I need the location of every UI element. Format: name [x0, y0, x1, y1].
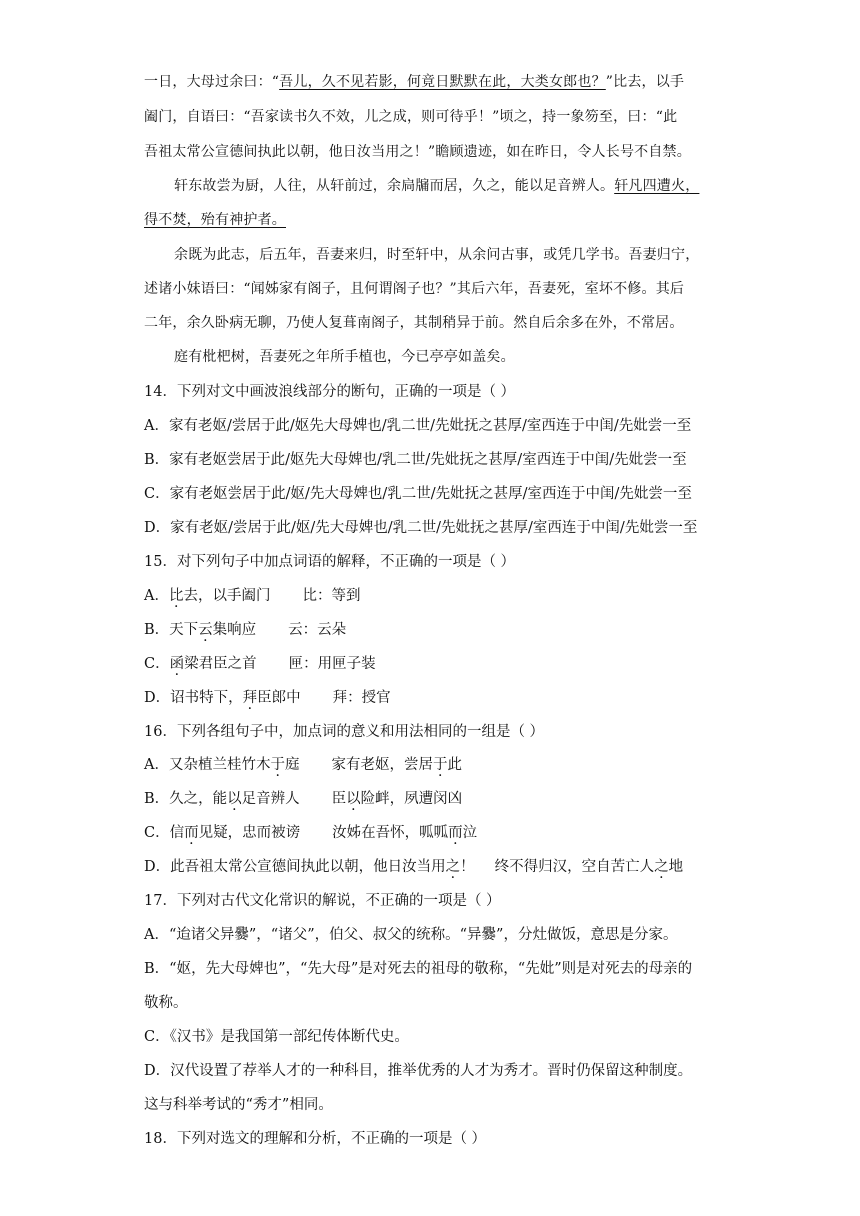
passage-line [144, 210, 286, 230]
passage-line: 阖门，自语曰：“吾家读书久不效，儿之成，则可待乎！”顷之，持一象笏至，曰：“此 [144, 109, 678, 125]
q15-option-d[interactable] [144, 688, 391, 708]
option-text: 险衅，夙遭闵凶 [360, 791, 463, 807]
q17-option-b-continued: 敬称。 [144, 995, 188, 1011]
q15-option-a[interactable] [144, 586, 360, 606]
passage-line: 庭有枇杷树，吾妻死之年所手植也，今已亭亭如盖矣。 [174, 349, 515, 365]
question-17-stem: 17．下列对古代文化常识的解说，不正确的一项是（ ） [144, 893, 501, 909]
option-explanation: 拜：授官 [332, 690, 391, 706]
passage-line: 二年，余久卧病无聊，乃使人复葺南阁子，其制稍异于前。然自后余多在外，不常居。 [144, 315, 684, 331]
passage-text: ”比去，以手 [605, 74, 685, 90]
underlined-sentence: 得不焚，殆有神护者。 [144, 212, 286, 228]
option-explanation: 云：云朵 [288, 622, 347, 638]
q14-option-b[interactable]: B．家有老妪尝居于此/妪先大母婢也/乳二世/先妣抚之甚厚/室西连于中闺/先妣尝一至 [144, 452, 687, 468]
underlined-sentence: 吾儿，久不见若影，何竟日默默在此，大类女郎也？ [279, 74, 606, 90]
dotted-word: 之 [445, 859, 461, 875]
q16-option-b[interactable] [144, 789, 462, 809]
question-15-stem: 15．对下列句子中加点词语的解释，不正确的一项是（ ） [144, 554, 516, 570]
passage-line [144, 72, 684, 92]
option-text: C． [144, 656, 170, 672]
option-text: B．久之，能 [144, 791, 228, 807]
option-text: 臣 [331, 791, 347, 807]
q14-option-d[interactable]: D．家有老妪/尝居于此/妪/先大母婢也/乳二世/先妣抚之甚厚/室西连于中闺/先妣尝一至 [144, 520, 698, 536]
dotted-word: 以 [346, 791, 361, 807]
question-14-stem: 14．下列对文中画波浪线部分的断句，正确的一项是（ ） [144, 384, 516, 400]
q16-option-a[interactable] [144, 755, 462, 775]
dotted-word: 以 [227, 791, 242, 807]
option-text: 地 [668, 859, 684, 875]
dotted-word: 比 [168, 588, 184, 604]
q17-option-b[interactable]: B．“妪，先大母婢也”，“先大母”是对死去的祖母的敬称，“先妣”则是对死去的母亲的 [144, 961, 693, 977]
underlined-sentence: 轩凡四遭火， [614, 178, 700, 194]
option-text: 终不得归汉，空自苦亡人 [494, 859, 655, 875]
option-explanation: 比：等到 [302, 588, 361, 604]
question-18-stem: 18．下列对选文的理解和分析，不正确的一项是（ ） [144, 1131, 487, 1147]
q17-option-c[interactable]: C．《汉书》是我国第一部纪传体断代史。 [144, 1029, 409, 1045]
option-text: 此 [447, 757, 462, 773]
option-text: D．诏书特下， [144, 690, 243, 706]
option-text: B．天下 [144, 622, 199, 638]
q17-option-d[interactable]: D．汉代设置了荐举人才的一种科目，推举优秀的人才为秀才。晋时仍保留这种制度。 [144, 1063, 693, 1079]
option-text: 庭 [284, 757, 300, 773]
dotted-word: 之 [654, 859, 669, 875]
option-text: 泣 [462, 825, 478, 841]
option-text: 见疑，忠而被谤 [198, 825, 301, 841]
option-text: A．又杂植兰桂竹木 [144, 757, 271, 773]
question-16-stem: 16．下列各组句子中，加点词的意义和用法相同的一组是（ ） [144, 724, 545, 740]
passage-text: 一日，大母过余曰：“ [144, 74, 280, 90]
q14-option-a[interactable]: A．家有老妪/尝居于此/妪先大母婢也/乳二世/先妣抚之甚厚/室西连于中闺/先妣尝一至 [144, 418, 692, 434]
option-text: D．此吾祖太常公宣德间执此以朝，他日汝当用 [144, 859, 446, 875]
dotted-word: 拜 [242, 690, 258, 706]
option-text: 去，以手阖门 [183, 588, 271, 604]
option-text: 足音辨人 [241, 791, 300, 807]
option-explanation: 匣：用匣子装 [288, 656, 376, 672]
option-text: 集响应 [212, 622, 257, 638]
option-text: 臣郎中 [257, 690, 301, 706]
dotted-word: 而 [184, 825, 199, 841]
dotted-word: 函 [169, 656, 185, 672]
dotted-word: 于 [432, 757, 448, 773]
option-text: C．信 [144, 825, 185, 841]
q17-option-a[interactable]: A．“迨诸父异爨”，“诸父”，伯父、叔父的统称。“异爨”，分灶做饭，意思是分家。 [144, 927, 678, 943]
passage-line: 述诸小妹语曰：“闻姊家有阁子，且何谓阁子也？”其后六年，吾妻死，室坏不修。其后 [144, 281, 685, 297]
q16-option-c[interactable] [144, 823, 477, 843]
q15-option-b[interactable] [144, 620, 346, 640]
q15-option-c[interactable] [144, 654, 376, 674]
option-text: 梁君臣之首 [184, 656, 257, 672]
option-text: 家有老妪，尝居 [331, 757, 433, 773]
dotted-word: 云 [198, 622, 213, 638]
passage-line [174, 176, 699, 196]
q17-option-d-continued: 这与科举考试的“秀才”相同。 [144, 1097, 333, 1113]
passage-text: 轩东故尝为厨，人往，从轩前过，余扃牖而居，久之，能以足音辨人。 [174, 178, 615, 194]
dotted-word: 而 [448, 825, 463, 841]
passage-line: 余既为此志，后五年，吾妻来归，时至轩中，从余问古事，或凭几学书。吾妻归宁， [174, 247, 700, 263]
option-text: 汝姊在吾怀，呱呱 [332, 825, 449, 841]
q16-option-d[interactable] [144, 857, 683, 877]
q14-option-c[interactable]: C．家有老妪尝居于此/妪/先大母婢也/乳二世/先妣抚之甚厚/室西连于中闺/先妣尝一至 [144, 486, 692, 502]
option-text: ！ [460, 859, 475, 875]
option-text: A． [144, 588, 169, 604]
dotted-word: 于 [270, 757, 285, 773]
passage-line: 吾祖太常公宣德间执此以朝，他日汝当用之！”瞻顾遗迹，如在昨日，令人长号不自禁。 [144, 144, 691, 160]
